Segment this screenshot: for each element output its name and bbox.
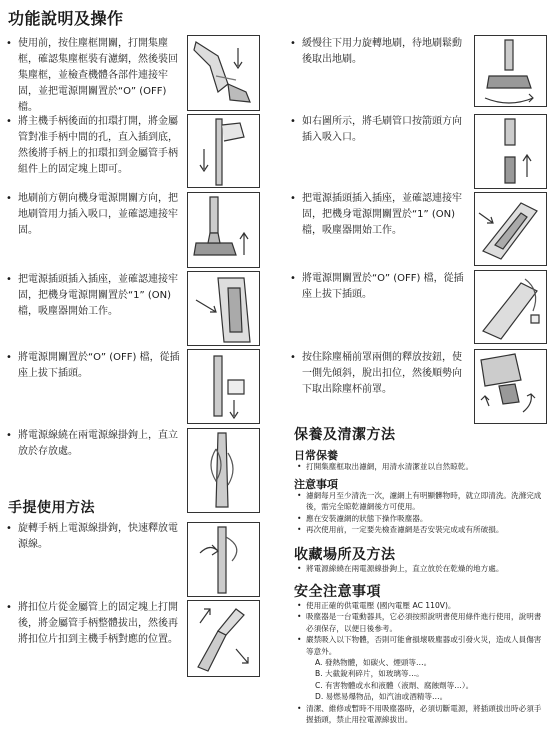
right-step-2 [290,114,466,146]
left-step-3 [6,191,182,239]
bullet: • [297,635,302,645]
figure-dust-box [187,35,260,111]
bullet: • [297,513,302,523]
bullet: • [6,602,12,613]
step-text: 將電源線繞在兩電源線掛鉤上，直立放於存放處。 [18,430,178,457]
bullet: • [297,462,302,471]
step-text: 把電源插頭插入插座，並確認連接牢固，把機身電源開關置於“1” (ON) 檔，吸塵器開始工作。 [18,274,178,317]
bullet: • [6,116,12,127]
list-item [297,513,547,524]
list-item-text: 嚴禁吸入以下物體，否則可能會損壞吸塵器或引發火災，造成人員傷害等意外。 [306,635,542,656]
list-item-text: 清潔、維修或暫時不用吸塵器時，必須切斷電源，將插頭拔出時必須手握插頭，禁止用拉電源線拔出。 [306,703,542,725]
hazard-sublist [297,657,547,703]
left-step-1 [6,36,182,116]
bullet: • [297,703,302,713]
list-item [297,524,547,535]
bullet: • [297,564,302,573]
bullet: • [297,601,302,610]
bullet: • [290,273,296,284]
handheld-step-1 [6,521,182,553]
sublist-item: D. 易燃易爆物品，如汽油或酒精等…。 [315,692,448,702]
page-title: 功能說明及操作 [8,9,124,28]
figure-handheld-off [474,270,547,344]
sublist-item: C. 有害物體或水和液體（液劑、腐蝕劑等…）。 [315,680,474,690]
bullet: • [290,38,296,49]
left-step-4 [6,272,182,320]
list-item [297,600,547,611]
list-item [297,563,547,574]
list-item-text: 再次使用前，一定要先檢查濾網是否安裝完成或有所破損。 [306,525,504,535]
figure-unplug [187,349,260,424]
storage-title: 收藏場所及方法 [294,547,396,563]
step-text: 緩慢往下用力旋轉地刷，待地刷鬆動後取出地刷。 [302,38,462,65]
step-text: 將主機手柄後面的扣環打開，將金屬管對准手柄中間的孔，直入插到底，然後將手柄上的扣環扣到金屬管手柄組件上的固定塊上即可。 [18,116,178,175]
care-title: 保養及清潔方法 [294,427,396,443]
notes-list [297,490,547,536]
step-text: 如右圖所示，將毛刷管口按箭頭方向插入吸入口。 [302,116,462,143]
list-item-text: 將電源線繞在兩電源線掛鉤上，直立放於在乾燥的地方處。 [306,564,504,573]
step-text: 地刷前方朝向機身電源開關方向，把地刷管用力插入吸口，並確認連接牢固。 [18,193,178,236]
right-step-4 [290,271,466,303]
step-text: 將扣位片從金屬管上的固定塊上打開後，將金屬管手柄整體拔出，然後再將扣位片扣到主機手柄對應的位置。 [18,602,178,645]
list-item-text: 應在安裝濾網的狀態下操作吸塵器。 [306,513,428,523]
bullet: • [6,523,12,534]
list-item [297,703,547,726]
list-item-text: 吸塵器是一台電動器具，它必須按照說明書使用條件進行使用，說明書必須保存，以便日後參考。 [306,612,542,633]
step-text: 使用前，按住塵框開關，打開集塵框，確認集塵框裝有濾網，然後裝回集塵框，並檢查機體各部件連接牢固，並把電源開關置於“O” (OFF) 檔。 [18,38,178,113]
safety-list [297,600,547,725]
step-text: 把電源插頭插入插座，並確認連接牢固，把機身電源開關置於“1” (ON) 檔，吸塵器開始工作。 [302,193,462,236]
left-step-2 [6,114,182,178]
sublist-item: B. 大截銳利碎片，如玻璃等…。 [315,669,424,679]
figure-floor-brush [187,192,260,268]
bullet: • [290,116,296,127]
figure-cord-storage [187,428,260,513]
list-item-text: 使用正確的供電電壓 (國內電壓 AC 110V)。 [306,601,456,610]
list-item-text: 濾網每月至少清洗一次，濾網上有明顯髒物時，就立即清洗。洗滌完成後，需完全晾乾濾網後方可使用。 [306,491,542,512]
notes-title: 注意事項 [294,478,338,491]
list-item [297,634,547,657]
bullet: • [6,352,12,363]
figure-release-cord [187,522,260,597]
figure-remove-tube [187,600,260,677]
list-item-text: 打開集塵框取出濾網，用清水清潔並以自然晾乾。 [306,462,474,471]
safety-title: 安全注意事項 [294,584,381,600]
bullet: • [6,193,12,204]
step-text: 將電源開關置於“O” (OFF) 檔，從插座上拔下插頭。 [18,352,180,379]
bullet: • [297,525,302,535]
bullet: • [297,491,302,500]
right-step-5 [290,350,466,398]
left-step-6 [6,428,182,460]
bullet: • [6,430,12,441]
list-item [297,461,547,472]
bullet: • [6,38,12,49]
list-item [297,490,547,513]
figure-remove-brush [474,35,547,107]
sublist-item: A. 發熱物體，如碳火、煙頭等…。 [315,658,432,668]
bullet: • [290,352,296,363]
step-text: 旋轉手柄上電源線掛鉤，快速釋放電源線。 [18,523,178,550]
daily-title: 日常保養 [294,449,338,462]
storage-list [297,563,547,574]
daily-list [297,461,547,472]
handheld-step-2 [6,600,182,648]
figure-dust-cup [474,349,547,424]
left-step-5 [6,350,182,382]
figure-bristle-brush [474,114,547,189]
right-step-1 [290,36,466,68]
figure-handle-tube [187,114,260,188]
list-item [297,611,547,634]
step-text: 將電源開關置於“O” (OFF) 檔，從插座上拔下插頭。 [302,273,464,300]
handheld-title: 手提使用方法 [8,500,95,516]
figure-power-switch-on [187,271,260,346]
bullet: • [6,274,12,285]
bullet: • [290,193,296,204]
right-step-3 [290,191,466,239]
bullet: • [297,612,302,622]
step-text: 按住除塵桶前罩兩側的釋放按鈕，使一側先傾斜，脫出扣位，然後順勢向下取出除塵杯前罩。 [302,352,462,395]
figure-handheld-on [474,192,547,266]
